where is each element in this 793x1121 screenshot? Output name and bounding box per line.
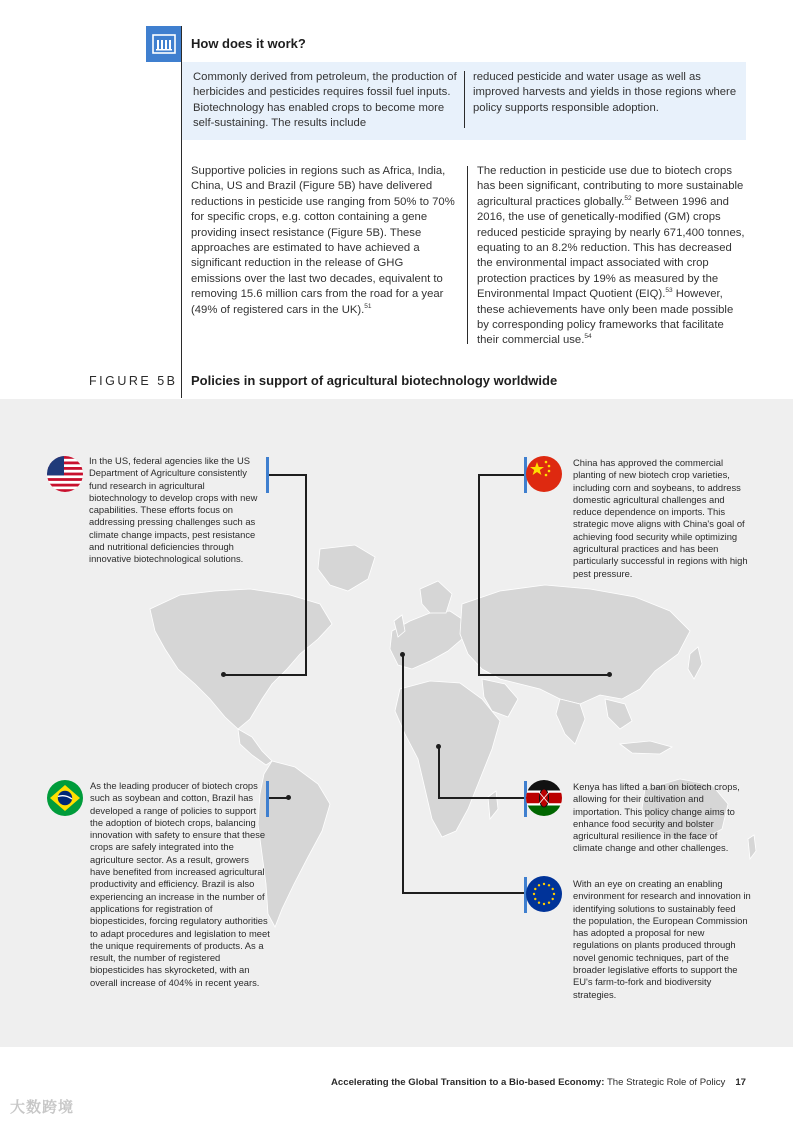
footnote-ref: 52 xyxy=(624,195,632,203)
connector-eu-v xyxy=(402,655,404,894)
connector-kenya-h xyxy=(438,797,526,799)
china-flag-icon xyxy=(526,456,562,492)
factory-icon xyxy=(146,26,182,62)
how-title: How does it work? xyxy=(191,36,306,51)
us-flag-icon xyxy=(47,456,83,492)
body-divider xyxy=(467,166,468,344)
page-footer xyxy=(331,1077,746,1088)
marker-eu xyxy=(400,652,405,657)
body-col2-part1: The reduction in pesticide use due to biotech crops has been significant, contributing to more sustainable agricultural practices globally. xyxy=(477,165,744,208)
marker-us xyxy=(221,672,226,677)
how-text-col2: reduced pesticide and water usage as well as improved harvests and yields in those regions where policy supports responsible adoption. xyxy=(473,71,737,114)
footer-title-bold: Accelerating the Global Transition to a Bio-based Economy: xyxy=(330,1077,605,1088)
body-col2-part3: However, these achievements have only been made possible by corresponding policy frameworks that facilitate their commercial use. xyxy=(477,288,734,347)
marker-kenya xyxy=(436,744,441,749)
page-number: 17 xyxy=(735,1077,746,1088)
connector-us-h2 xyxy=(224,674,307,676)
footer-title-rest: The Strategic Role of Policy xyxy=(604,1077,726,1088)
how-it-works-box xyxy=(182,62,746,140)
callout-kenya: Kenya has lifted a ban on biotech crops, allowing for their cultivation and importation. This policy change aims to enhance food security and bolster agricultural resilience in the face of climate change and other challenges. xyxy=(573,781,740,854)
accent-bar-us xyxy=(266,457,269,493)
marker-brazil xyxy=(286,795,291,800)
callout-china: China has approved the commercial planting of new biotech crop varieties, including corn and soybeans, to address domestic agricultural challenges and reduce dependence on imports. This strategic move aligns with China's goal of achieving food security while optimizing agricultural practices and has been particularly successful in regions with high pest pressure. xyxy=(573,457,748,579)
figure-title: Policies in support of agricultural biotechnology worldwide xyxy=(191,373,558,388)
connector-china-h2 xyxy=(478,674,610,676)
connector-china-h1 xyxy=(478,474,526,476)
how-text-col1: Commonly derived from petroleum, the production of herbicides and pesticides requires fossil fuel inputs. Biotechnology has enabled crops to become more self-sustaining. The results include xyxy=(193,71,457,130)
marker-china xyxy=(607,672,612,677)
connector-us-h1 xyxy=(268,474,307,476)
body-text-col2 xyxy=(477,164,747,349)
world-map-panel xyxy=(0,399,793,1047)
how-divider xyxy=(464,71,465,128)
connector-us-v xyxy=(305,475,307,675)
footnote-ref: 51 xyxy=(364,302,372,310)
body-col2-part2: Between 1996 and 2016, the use of genetically-modified (GM) crops reduced pesticide spraying by nearly 671,400 tonnes, equating to an 8.2% reduction. This has decreased the environmental impact associated with crop protection practices by 19% as measured by the Environmental Impact Quotient (EIQ). xyxy=(477,195,745,301)
kenya-flag-icon xyxy=(526,780,562,816)
body-text-col1 xyxy=(191,164,456,318)
footnote-ref: 53 xyxy=(665,287,673,295)
callout-eu: With an eye on creating an enabling environment for research and innovation in identifying solutions to sustainably feed the population, the European Commission has adopted a proposal for new regulations on plants produced through novel genomic techniques, part of the broader legislative efforts to support the EU's farm-to-fork and biodiversity strategies. xyxy=(573,878,751,1000)
connector-kenya-v xyxy=(438,746,440,799)
eu-flag-icon xyxy=(526,876,562,912)
connector-eu-h xyxy=(402,892,526,894)
connector-china-v xyxy=(478,474,480,676)
body-col1-text: Supportive policies in regions such as Africa, India, China, US and Brazil (Figure 5B) have delivered reductions in pesticide use ranging from 50% to 70% for specific crops, e.g. cotton containing a gene providing insect resistance (Figure 5B). These approaches are estimated to have achieved a significant reduction in the release of GHG emissions over the last two decades, equivalent to removing 15.6 million cars from the road for a year (49% of registered cars in the UK). xyxy=(191,165,455,316)
callout-brazil: As the leading producer of biotech crops such as soybean and cotton, Brazil has developed a range of policies to support the adoption of biotech crops, balancing innovation with safety to ensure that these crops are safely integrated into the agriculture sector. As a result, growers have benefited from increased agricultural productivity and efficiency. Brazil is also experiencing an increase in the number of applications for registration of biopesticides, forcing regulatory authorities to adapt procedures and legislation to meet the unique requirements of products. As a result, the number of registered biopesticides has skyrocketed, with an overall increase of 404% in recent years. xyxy=(90,780,270,988)
brazil-flag-icon xyxy=(47,780,83,816)
watermark: 大数跨境 xyxy=(10,1099,75,1116)
figure-label: FIGURE 5B xyxy=(89,374,178,388)
callout-us: In the US, federal agencies like the US Department of Agriculture consistently fund research in agricultural biotechnology to develop crops with new capabilities. These efforts focus on addressing pressing challenges such as climate change impacts, pest resistance and nutritional deficiencies through innovative biotechnological solutions. xyxy=(89,455,258,565)
footnote-ref: 54 xyxy=(584,333,592,341)
